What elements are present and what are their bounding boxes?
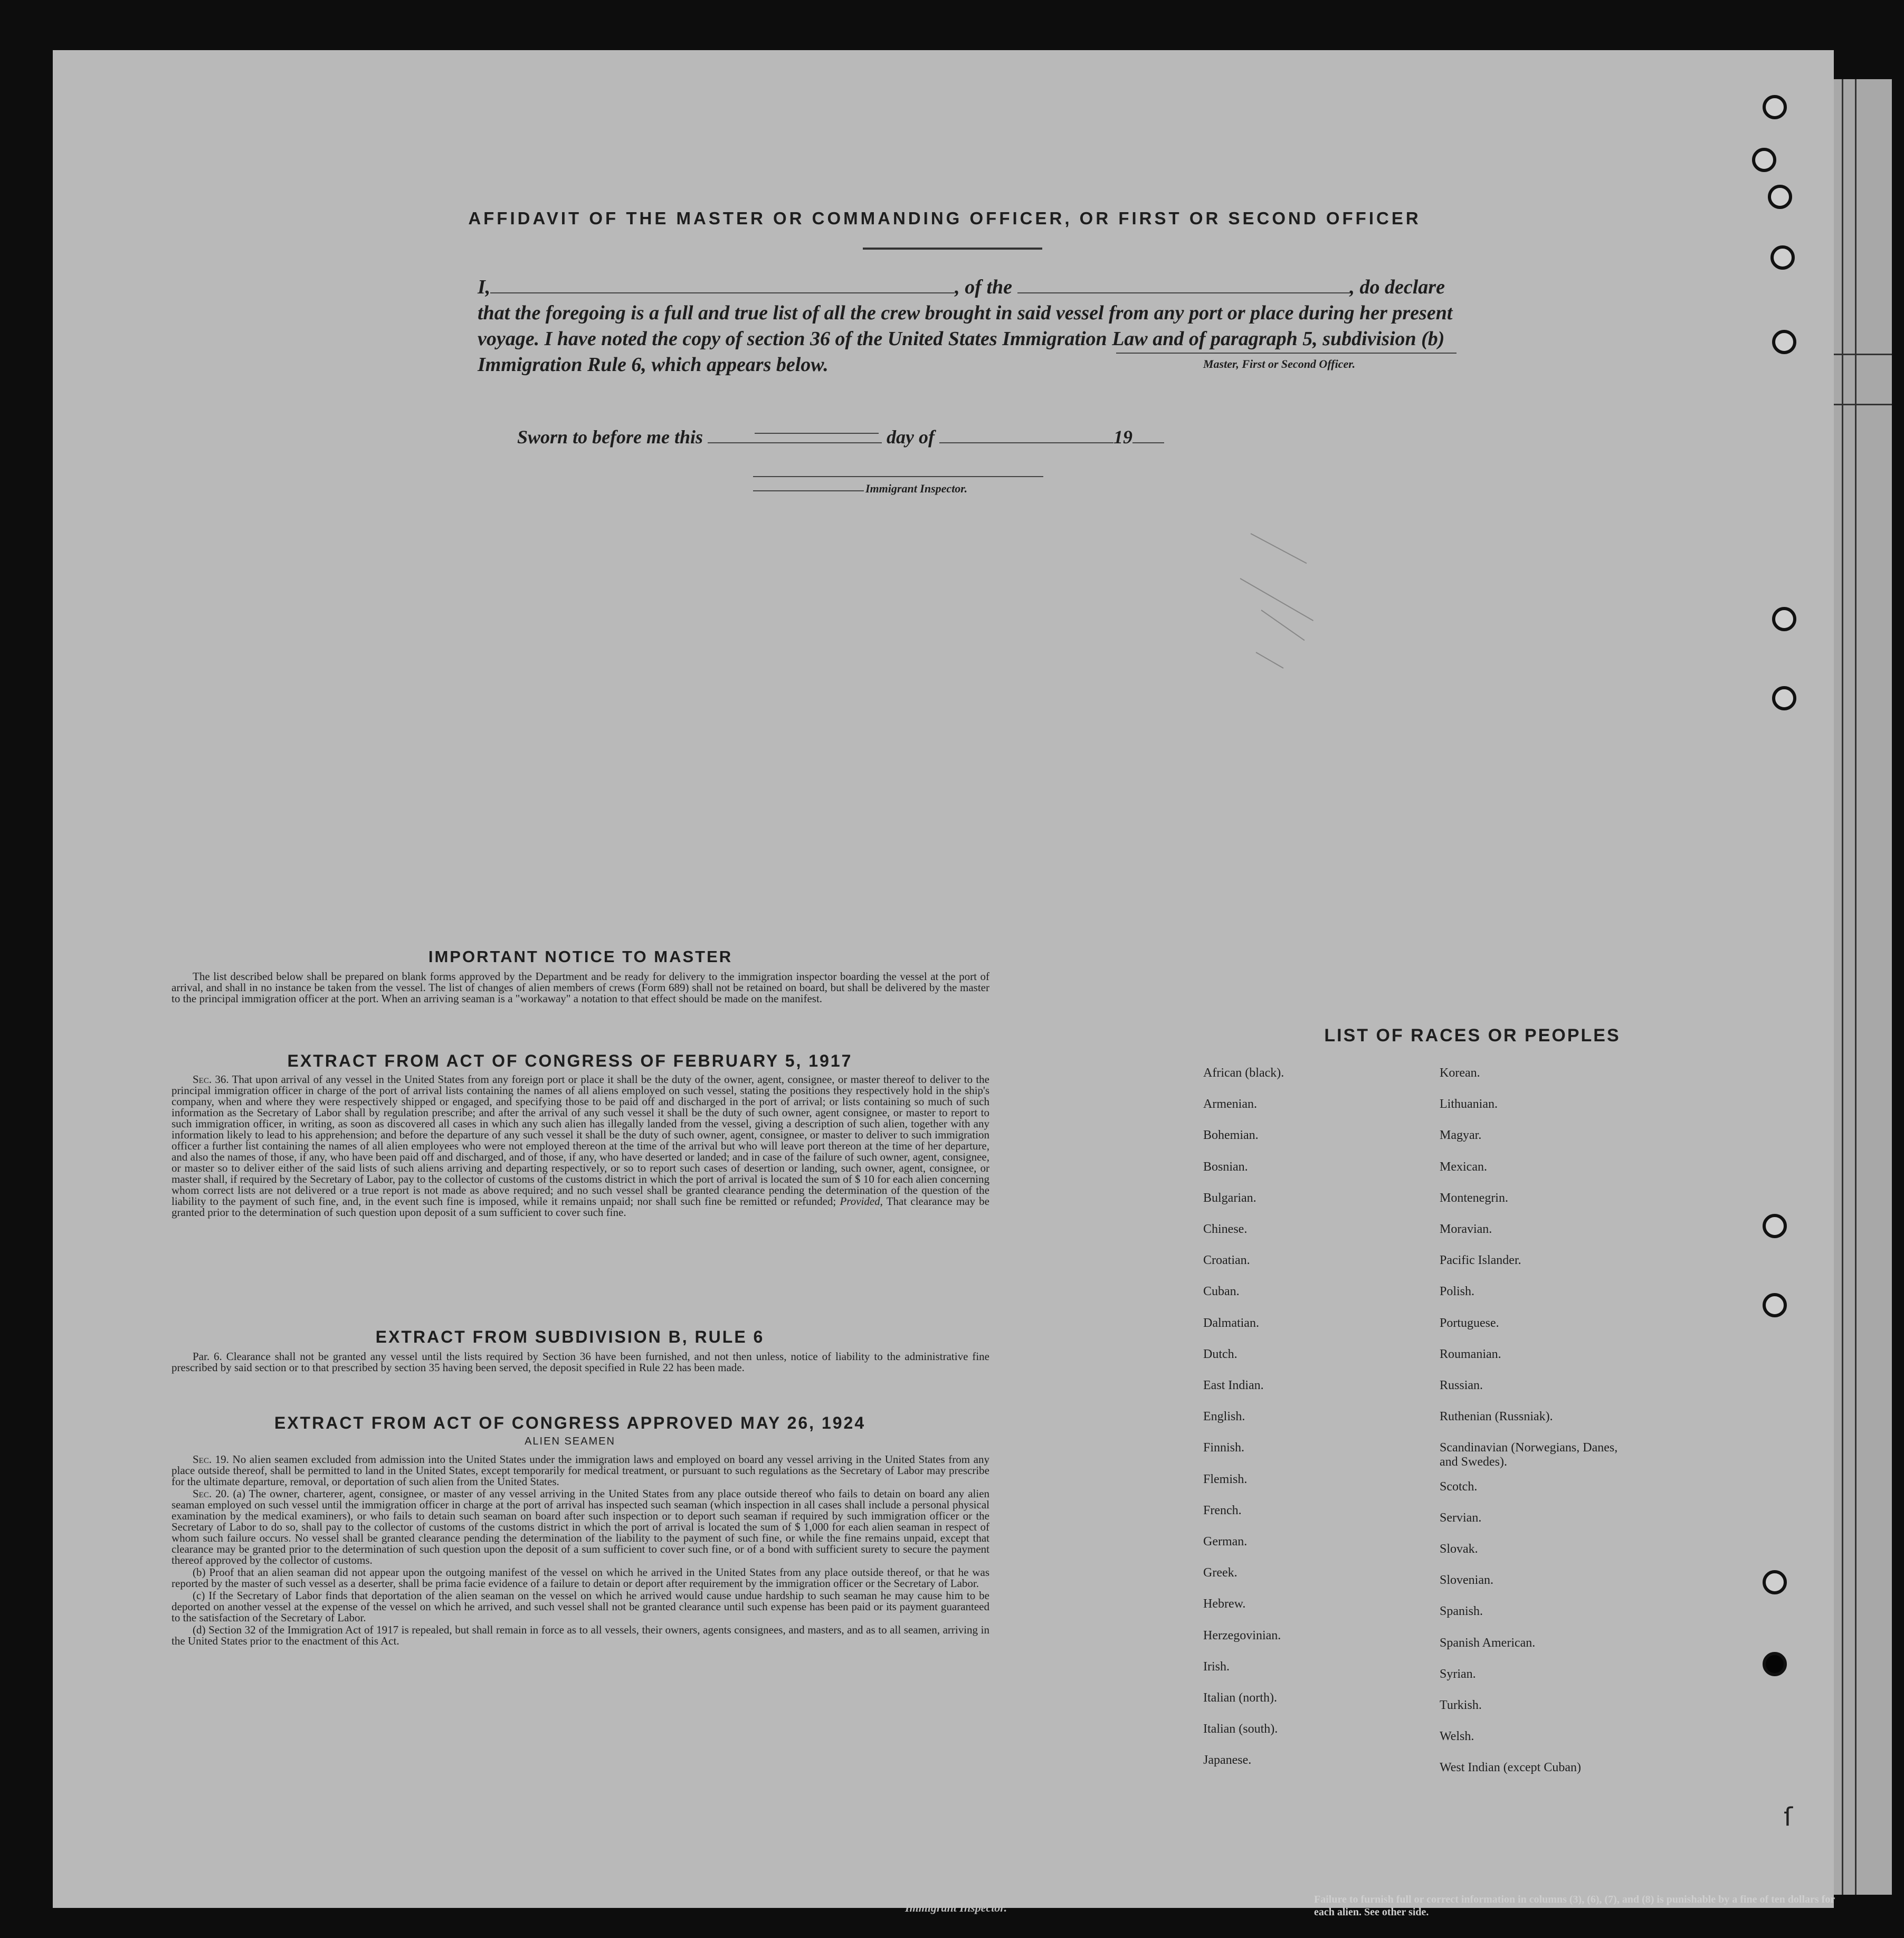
- race-item: Dalmatian.: [1203, 1316, 1259, 1330]
- sec-20d-text: (d) Section 32 of the Immigration Act of 1917 is repealed, but shall remain in force as to all vessels, their owners, agents consignees, and masters, and as to all seamen, arriving in the United States prior to the enactment of this Act.: [172, 1623, 989, 1647]
- race-item: Lithuanian.: [1440, 1097, 1498, 1112]
- faint-mark: [1240, 578, 1314, 621]
- race-item: Croatian.: [1203, 1253, 1250, 1268]
- title-rule: [863, 248, 1042, 250]
- faint-mark: [1251, 533, 1307, 564]
- sec-19-text: No alien seamen excluded from admission into the United States under the immigration laws and employed on board any vessel arriving in the United States from any place outside thereof, shall be permitted to land in the United States, except temporarily for medical treatment, or pursuant to such regulations as the Secretary of Labor may prescribe for the ultimate departure, removal, or deportation of such alien from the United States.: [172, 1453, 989, 1488]
- affidavit-i: I,: [478, 276, 491, 298]
- affidavit-title: AFFIDAVIT OF THE MASTER OR COMMANDING OFFICER, OR FIRST OR SECOND OFFICER: [468, 208, 1421, 228]
- sworn-label: Sworn to before me this: [517, 426, 703, 448]
- race-item: English.: [1203, 1410, 1245, 1424]
- punch-hole: [1763, 1293, 1787, 1317]
- race-item: Welsh.: [1440, 1730, 1474, 1744]
- race-item: Mexican.: [1440, 1160, 1487, 1174]
- affidavit-declare: , do declare: [1349, 276, 1445, 298]
- year-prefix: 19: [1113, 426, 1133, 448]
- punch-hole: [1772, 686, 1796, 710]
- race-item: Herzegovinian.: [1203, 1628, 1281, 1642]
- race-item: Slovak.: [1440, 1542, 1478, 1556]
- sec-36-text: That upon arrival of any vessel in the United States from any foreign port or place it shall be the duty of the owner, agent, consignee, or master thereof to deliver to the principal immigration officer in charge of the port of arrival lists containing the names of all aliens employed on such vessel, stating the positions they respectively hold in the ship's company, when and where they were respectively shipped or engaged, and specifying those to be paid off and discharged in the port of arrival; or lists containing so much of such information as the Secretary of Labor shall by regulation prescribe; and after the arrival of any such vessel it shall be the duty of such owner, agent consignee, or master to report to such immigration officer, in writing, as soon as discovered all cases in which any such alien has illegally landed from the vessel, giving a description of such alien, together with any information likely to lead to his apprehension; and before the departure of any such vessel it shall be the duty of such owner, agent, consignee, or master to deliver to such immigration officer a further list containing the names of all alien employees who were not employed thereon at the time of the arrival but who will leave port thereon at the time of her departure, and also the names of those, if any, who have been paid off and discharged, and of those, if any, who have deserted or landed; and in case of the failure of such owner, agent, consignee, or master so to deliver either of the said lists of such aliens arriving and departing respectively, or so to report such cases of desertion or landing, such owner, agent, consignee, or master shall, if required by the Secretary of Labor, pay to the collector of customs of the customs district in which the port of arrival is located the sum of $ 10 for each alien concerning whom correct lists are not delivered or a true report is not made as above required; and no such vessel shall be granted clearance pending the determination of the question of the liability to the payment of such fine, and, in the event such fine is imposed, while it remains unpaid; nor shall such fine be remitted or refunded;: [172, 1073, 989, 1208]
- provided-label: Provided: [840, 1195, 880, 1208]
- race-item: Servian.: [1440, 1510, 1482, 1525]
- bottom-note: Failure to furnish full or correct information in columns (3), (6), (7), and (8) is punishable by a fine of ten dollars for each alien. See other side.: [1314, 1894, 1835, 1918]
- name-blank[interactable]: [490, 277, 955, 293]
- race-item: Armenian.: [1203, 1097, 1257, 1112]
- punch-hole: [1763, 1570, 1787, 1594]
- race-item: Montenegrin.: [1440, 1191, 1508, 1205]
- race-item: Irish.: [1203, 1659, 1230, 1674]
- punch-hole: [1763, 1652, 1787, 1676]
- sworn-year-blank[interactable]: [1132, 428, 1164, 443]
- punch-hole: [1768, 185, 1792, 209]
- race-item: Pacific Islander.: [1440, 1253, 1521, 1268]
- race-item: West Indian (except Cuban): [1440, 1761, 1581, 1775]
- race-item: Hebrew.: [1203, 1597, 1246, 1611]
- sec-19-label: Sec. 19.: [193, 1453, 229, 1466]
- extract-1917-title: EXTRACT FROM ACT OF CONGRESS OF FEBRUARY 5, 1917: [287, 1051, 853, 1070]
- sec-20c-text: (c) If the Secretary of Labor finds that deportation of the alien seaman on the vessel on which he arrived would cause undue hardship to such seaman he may cause him to be deported on another vessel at the expense of the vessel on which he arrived, and such vessel shall not be granted clearance until such expense has been paid or its payment guaranteed to the satisfaction of the Secretary of Labor.: [172, 1589, 989, 1624]
- faint-mark: [1261, 610, 1305, 641]
- race-item: Spanish American.: [1440, 1636, 1536, 1650]
- race-item: Bulgarian.: [1203, 1191, 1256, 1205]
- race-item: Chinese.: [1203, 1222, 1248, 1236]
- race-item: Flemish.: [1203, 1472, 1248, 1486]
- race-item: Japanese.: [1203, 1753, 1252, 1768]
- document-page: [53, 50, 1834, 1908]
- race-item: Greek.: [1203, 1566, 1237, 1580]
- alien-seamen-subtitle: ALIEN SEAMEN: [525, 1436, 615, 1447]
- race-item: Italian (north).: [1203, 1691, 1277, 1705]
- race-item: African (black).: [1203, 1066, 1284, 1080]
- punch-hole: [1772, 330, 1796, 354]
- race-item: Italian (south).: [1203, 1722, 1278, 1736]
- master-signature-line[interactable]: [1116, 353, 1456, 354]
- race-item: Scotch.: [1440, 1479, 1478, 1494]
- extract-1924-text: [172, 1454, 989, 1648]
- punch-hole: [1770, 245, 1795, 270]
- race-item: Scandinavian (Norwegians, Danes, and Swedes).: [1440, 1441, 1618, 1469]
- sworn-month-blank[interactable]: [939, 428, 1113, 443]
- notice-paragraph: The list described below shall be prepared on blank forms approved by the Department and be ready for delivery to the immigration inspector boarding the vessel at the port of arrival, and shall in no instance be taken from the vessel. The list of changes of alien members of crews (Form 689) shall not be retained on board, but shall be delivered by the master to the principal immigration officer at the port. When an arriving seaman is a "workaway" a notation to that effect should be made on the manifest.: [172, 970, 989, 1005]
- affidavit-rest: that the foregoing is a full and true list of all the crew brought in said vessel from any port or place during her present voyage. I have noted the copy of section 36 of the United States Immigration Law and of paragraph 5, subdivision (b) Immigration Rule 6, which appears below.: [478, 302, 1453, 376]
- race-item: Portuguese.: [1440, 1316, 1499, 1330]
- sworn-line: [517, 426, 1164, 448]
- race-item: Russian.: [1440, 1379, 1483, 1392]
- inspector-sub-line: [753, 490, 864, 491]
- race-item: Roumanian.: [1440, 1347, 1501, 1361]
- master-signature-label: Master, First or Second Officer.: [1203, 357, 1356, 370]
- race-item: French.: [1203, 1503, 1242, 1517]
- handwritten-mark: ſ: [1784, 1802, 1793, 1832]
- faint-mark: [1256, 652, 1284, 669]
- vessel-blank[interactable]: [1017, 277, 1350, 293]
- race-item: Dutch.: [1203, 1347, 1237, 1361]
- extract-rule6-title: EXTRACT FROM SUBDIVISION B, RULE 6: [375, 1327, 765, 1346]
- race-item: East Indian.: [1203, 1379, 1264, 1392]
- day-of-label: day of: [887, 426, 935, 448]
- race-item: Ruthenian (Russniak).: [1440, 1410, 1553, 1424]
- sec-36-text-end: , That clearance may be granted prior to the determination of such question upon deposit of a sum sufficient to cover such fine.: [172, 1195, 989, 1219]
- race-item: Syrian.: [1440, 1667, 1476, 1681]
- sworn-blank-underline: [755, 433, 879, 434]
- extract-rule6-text: [172, 1351, 989, 1374]
- punch-hole: [1772, 607, 1796, 631]
- notice-text: [172, 971, 989, 1005]
- race-item: Moravian.: [1440, 1222, 1492, 1236]
- rule6-paragraph: Par. 6. Clearance shall not be granted any vessel until the lists required by Section 36 have been furnished, and not then unless, notice of liability to the administrative fine prescribed by said section or to that prescribed by section 35 having been served, the deposit specified in Rule 22 has been made.: [172, 1350, 989, 1374]
- race-item: Turkish.: [1440, 1698, 1482, 1712]
- notice-title: IMPORTANT NOTICE TO MASTER: [428, 947, 733, 966]
- punch-hole: [1763, 95, 1787, 119]
- race-item: Polish.: [1440, 1285, 1475, 1299]
- race-item: Korean.: [1440, 1066, 1480, 1080]
- race-item: Bosnian.: [1203, 1160, 1248, 1174]
- race-item: German.: [1203, 1535, 1248, 1548]
- extract-1917-text: [172, 1074, 989, 1219]
- inspector-label: Immigrant Inspector.: [865, 482, 968, 495]
- sec-36-label: Sec. 36.: [193, 1073, 229, 1086]
- race-item: Finnish.: [1203, 1441, 1245, 1455]
- sworn-day-blank[interactable]: [708, 428, 882, 443]
- bottom-inspector-label: Immigrant Inspector.: [905, 1901, 1007, 1914]
- sec-20b-text: (b) Proof that an alien seaman did not appear upon the outgoing manifest of the vessel on which he arrived in the United States from any place outside thereof, or that he was reported by the master of such vessel as a deserter, shall be prima facie evidence of a failure to detain or deport after requirement by the immigration officer or the Secretary of Labor.: [172, 1566, 989, 1590]
- extract-1924-title: EXTRACT FROM ACT OF CONGRESS APPROVED MAY 26, 1924: [274, 1413, 866, 1432]
- inspector-signature-line[interactable]: [753, 476, 1043, 477]
- race-item: Slovenian.: [1440, 1573, 1493, 1588]
- race-item: Bohemian.: [1203, 1128, 1259, 1143]
- affidavit-of-the: , of the: [955, 276, 1013, 298]
- sec-20a-text: (a) The owner, charterer, agent, consignee, or master of any vessel arriving in the United States from any place outside thereof who fails to detain on board any alien seaman employed on such vessel until the immigration officer in charge at the port of arrival has inspected such seaman (which inspection in all cases shall include a personal physical examination by the medical examiners), or who fails to detain such seaman on board after such inspection or to deport such seaman if required by such immigration officer or the Secretary of Labor to do so, shall pay to the collector of customs of the customs district in which the port of arrival is located the sum of $ 1,000 for each alien seaman in respect of whom such failure occurs. No vessel shall be granted clearance pending the determination of the liability to the payment of such fine, or while the fine remains unpaid, except that clearance may be granted prior to the determination of such question upon the deposit of a sum sufficient to cover such fine, or of a bond with sufficient surety to secure the payment thereof approved by the collector of customs.: [172, 1487, 990, 1566]
- race-item: Cuban.: [1203, 1285, 1240, 1299]
- punch-hole: [1752, 148, 1776, 172]
- races-title: LIST OF RACES OR PEOPLES: [1324, 1025, 1621, 1046]
- race-item: Spanish.: [1440, 1604, 1483, 1619]
- sec-20-label: Sec. 20.: [193, 1487, 230, 1500]
- race-item: Magyar.: [1440, 1128, 1482, 1143]
- punch-hole: [1763, 1214, 1787, 1238]
- adjacent-page-edge: [1834, 79, 1892, 1895]
